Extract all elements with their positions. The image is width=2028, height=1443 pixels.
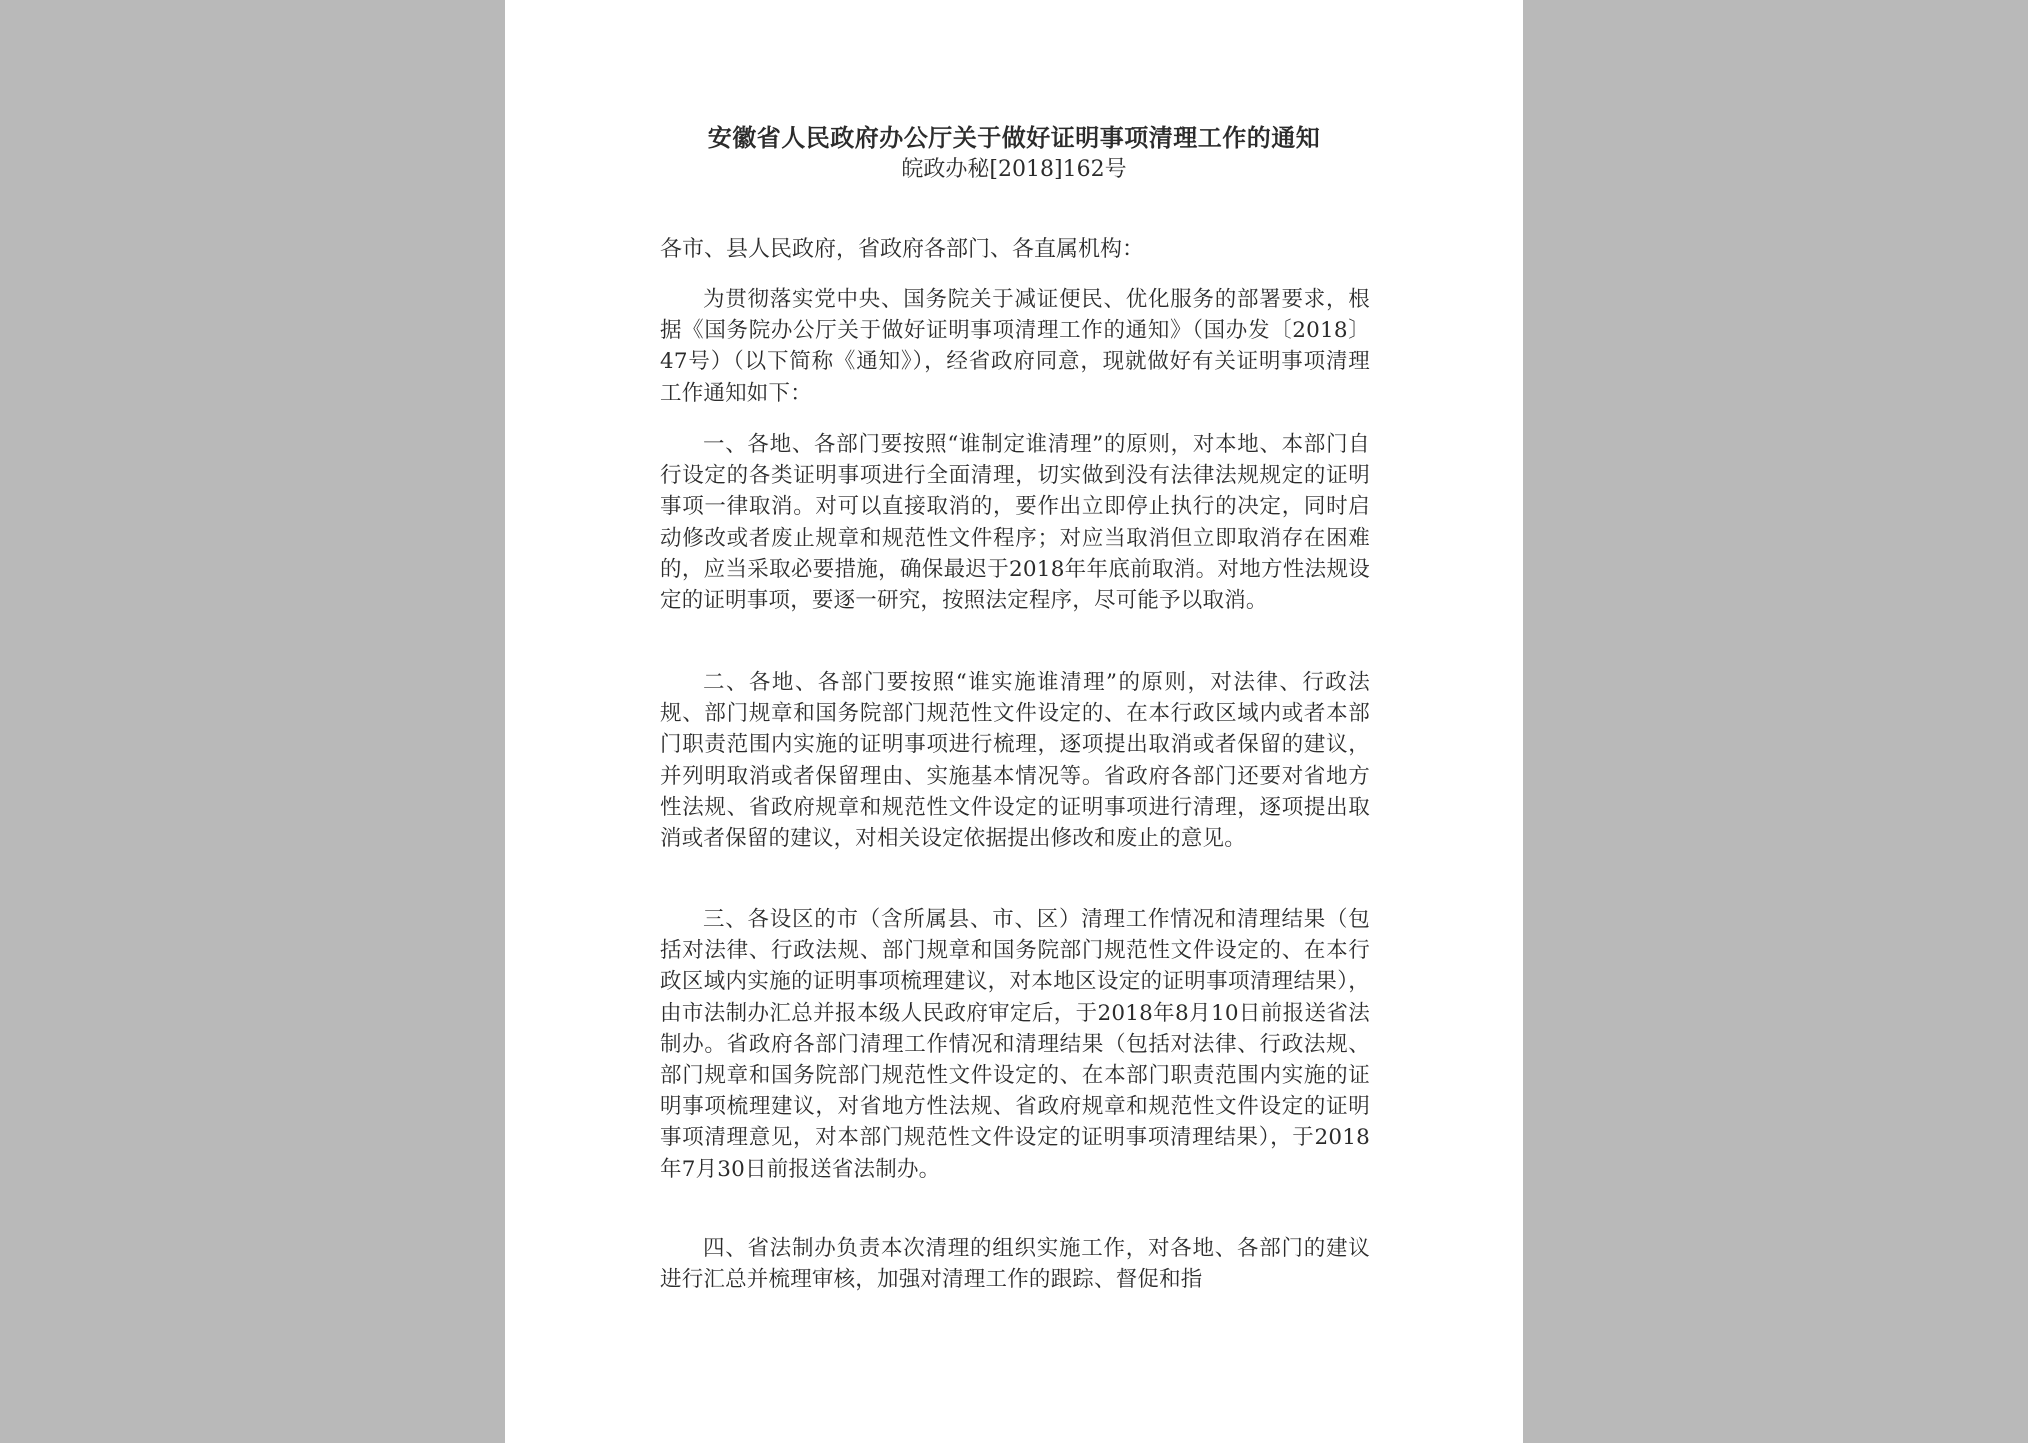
document-page [505,0,1523,1443]
document-number: 皖政办秘[2018]162号 [901,157,1127,182]
paragraph-intro: 为贯彻落实党中央、国务院关于减证便民、优化服务的部署要求，根据《国务院办公厅关于做好证明事项清理工作的通知》（国办发〔2018〕47号）（以下简称《通知》），经省政府同意，现就做好有关证明事项清理工作通知如下： [660,287,1370,406]
paragraph-item-1: 一、各地、各部门要按照“谁制定谁清理”的原则，对本地、本部门自行设定的各类证明事项进行全面清理，切实做到没有法律法规规定的证明事项一律取消。对可以直接取消的，要作出立即停止执行的决定，同时启动修改或者废止规章和规范性文件程序；对应当取消但立即取消存在困难的，应当采取必要措施，确保最迟于2018年年底前取消。对地方性法规设定的证明事项，要逐一研究，按照法定程序，尽可能予以取消。 [660,432,1370,614]
paragraph-item-4: 四、省法制办负责本次清理的组织实施工作，对各地、各部门的建议进行汇总并梳理审核，加强对清理工作的跟踪、督促和指 [660,1236,1370,1293]
paragraph-item-2: 二、各地、各部门要按照“谁实施谁清理”的原则，对法律、行政法规、部门规章和国务院部门规范性文件设定的、在本行政区域内或者本部门职责范围内实施的证明事项进行梳理，逐项提出取消或者保留的建议，并列明取消或者保留理由、实施基本情况等。省政府各部门还要对省地方性法规、省政府规章和规范性文件设定的证明事项进行清理，逐项提出取消或者保留的建议，对相关设定依据提出修改和废止的意见。 [660,670,1370,852]
document-title: 安徽省人民政府办公厅关于做好证明事项清理工作的通知 [707,123,1321,152]
paragraph-item-3: 三、各设区的市（含所属县、市、区）清理工作情况和清理结果（包括对法律、行政法规、部门规章和国务院部门规范性文件设定的、在本行政区域内实施的证明事项梳理建议，对本地区设定的证明事项清理结果），由市法制办汇总并报本级人民政府审定后，于2018年8月10日前报送省法制办。省政府各部门清理工作情况和清理结果（包括对法律、行政法规、部门规章和国务院部门规范性文件设定的、在本部门职责范围内实施的证明事项梳理建议，对省地方性法规、省政府规章和规范性文件设定的证明事项清理意见，对本部门规范性文件设定的证明事项清理结果），于2018年7月30日前报送省法制办。 [660,907,1370,1182]
salutation: 各市、县人民政府，省政府各部门、各直属机构： [660,237,1145,262]
